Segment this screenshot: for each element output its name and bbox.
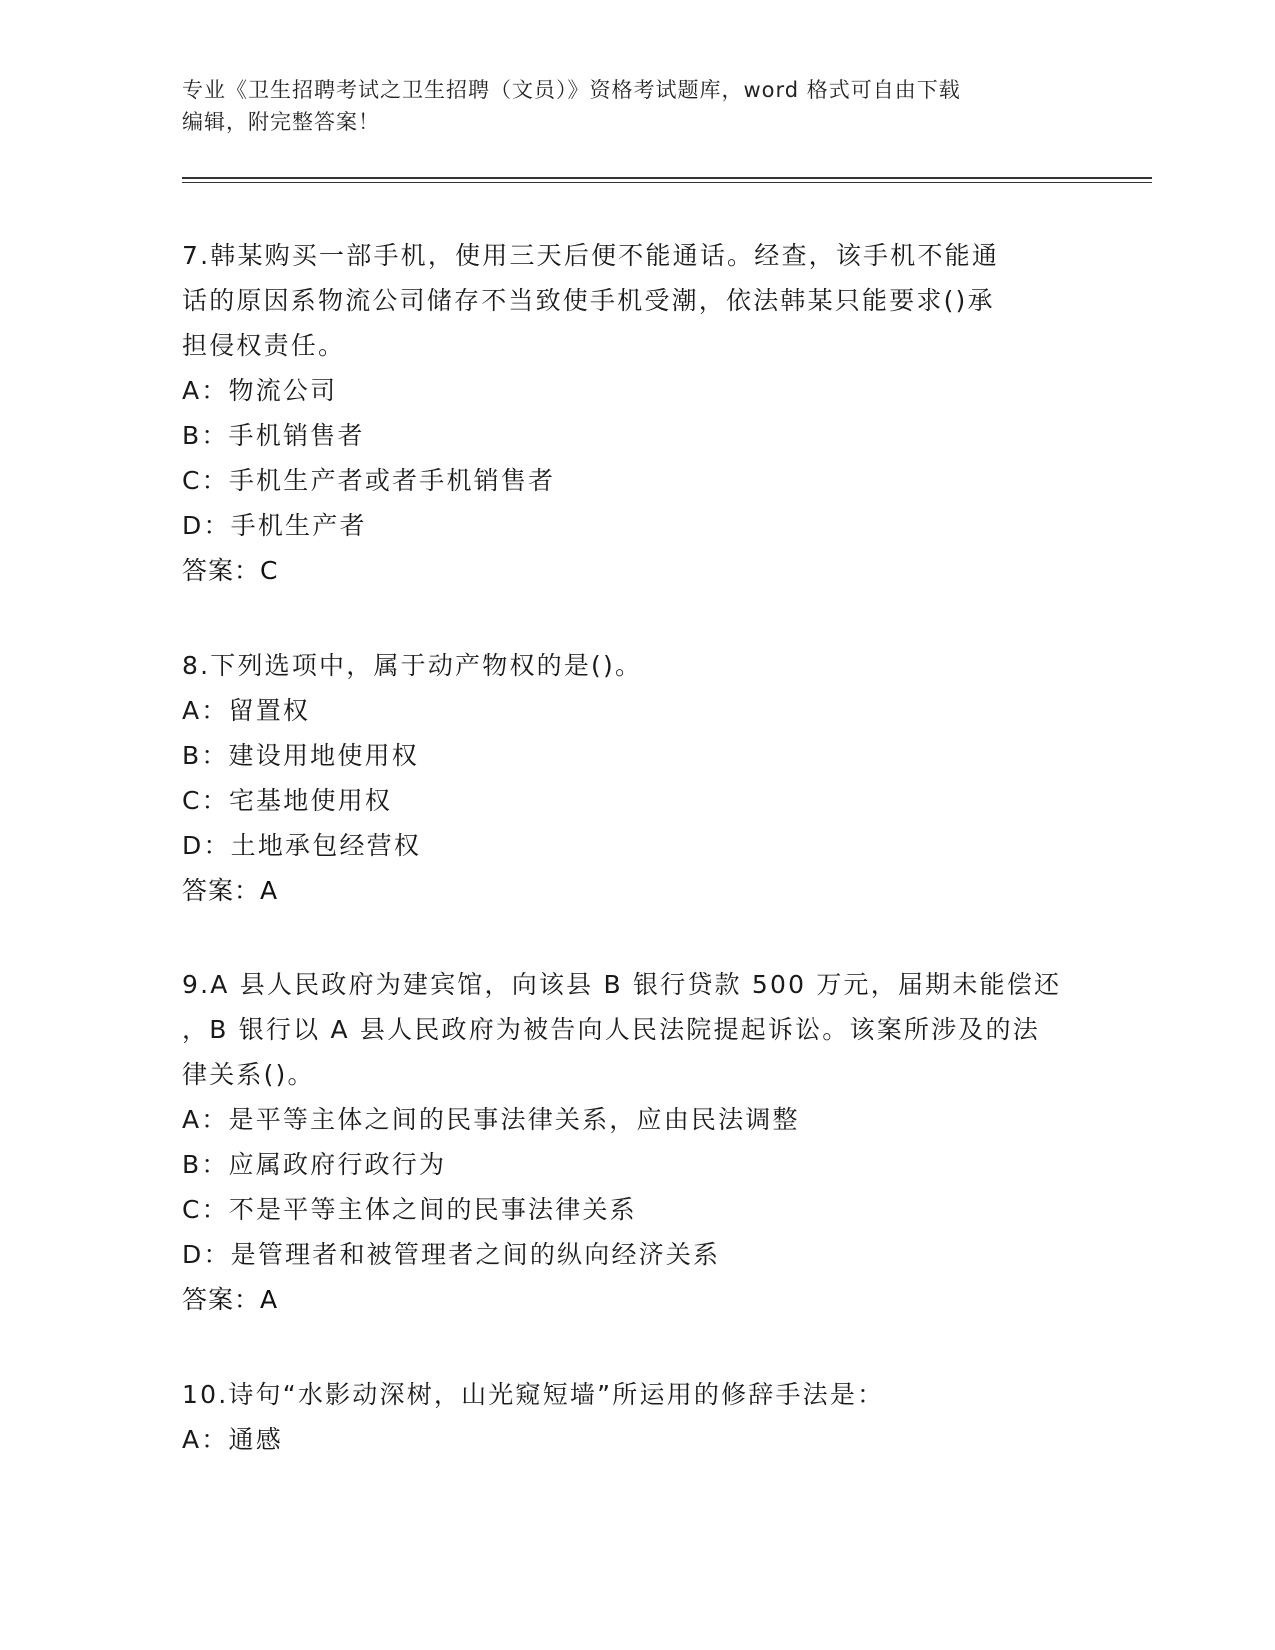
option-c: C：宅基地使用权 bbox=[182, 786, 393, 815]
question-stem-line: 7.韩某购买一部手机，使用三天后便不能通话。经查，该手机不能通 bbox=[182, 241, 1000, 270]
option-b: B：手机销售者 bbox=[182, 421, 365, 450]
header-line-2: 编辑，附完整答案！ bbox=[182, 110, 380, 134]
question-8 bbox=[182, 643, 1082, 913]
option-c: C：手机生产者或者手机销售者 bbox=[182, 466, 556, 495]
question-stem-line: 担侵权责任。 bbox=[182, 331, 346, 360]
option-d: D：土地承包经营权 bbox=[182, 831, 422, 860]
header-divider-thin bbox=[182, 182, 1152, 183]
option-a: A：是平等主体之间的民事法律关系，应由民法调整 bbox=[182, 1105, 800, 1134]
question-stem-line: 8.下列选项中，属于动产物权的是()。 bbox=[182, 651, 643, 680]
header-divider-thick bbox=[182, 177, 1152, 179]
question-stem-line: 10.诗句“水影动深树，山光窥短墙”所运用的修辞手法是： bbox=[182, 1380, 885, 1409]
option-d: D：手机生产者 bbox=[182, 511, 367, 540]
option-a: A：留置权 bbox=[182, 696, 311, 725]
question-stem-line: 话的原因系物流公司储存不当致使手机受潮，依法韩某只能要求()承 bbox=[182, 286, 995, 315]
question-10 bbox=[182, 1372, 1082, 1462]
question-stem-line: ，B 银行以 A 县人民政府为被告向人民法院提起诉讼。该案所涉及的法 bbox=[182, 1015, 1040, 1044]
option-a: A：通感 bbox=[182, 1425, 283, 1454]
option-a: A：物流公司 bbox=[182, 376, 338, 405]
option-b: B：应属政府行政行为 bbox=[182, 1150, 447, 1179]
option-b: B：建设用地使用权 bbox=[182, 741, 419, 770]
question-stem-line: 9.A 县人民政府为建宾馆，向该县 B 银行贷款 500 万元，届期未能偿还 bbox=[182, 970, 1062, 999]
question-9 bbox=[182, 962, 1082, 1322]
answer-line: 答案：A bbox=[182, 876, 279, 905]
document-header bbox=[182, 74, 1082, 138]
header-line-1: 专业《卫生招聘考试之卫生招聘（文员）》资格考试题库，word 格式可自由下载 bbox=[182, 78, 961, 102]
answer-line: 答案：C bbox=[182, 556, 279, 585]
answer-line: 答案：A bbox=[182, 1285, 279, 1314]
question-7 bbox=[182, 233, 1082, 593]
question-stem-line: 律关系()。 bbox=[182, 1060, 315, 1089]
option-c: C：不是平等主体之间的民事法律关系 bbox=[182, 1195, 637, 1224]
option-d: D：是管理者和被管理者之间的纵向经济关系 bbox=[182, 1240, 721, 1269]
